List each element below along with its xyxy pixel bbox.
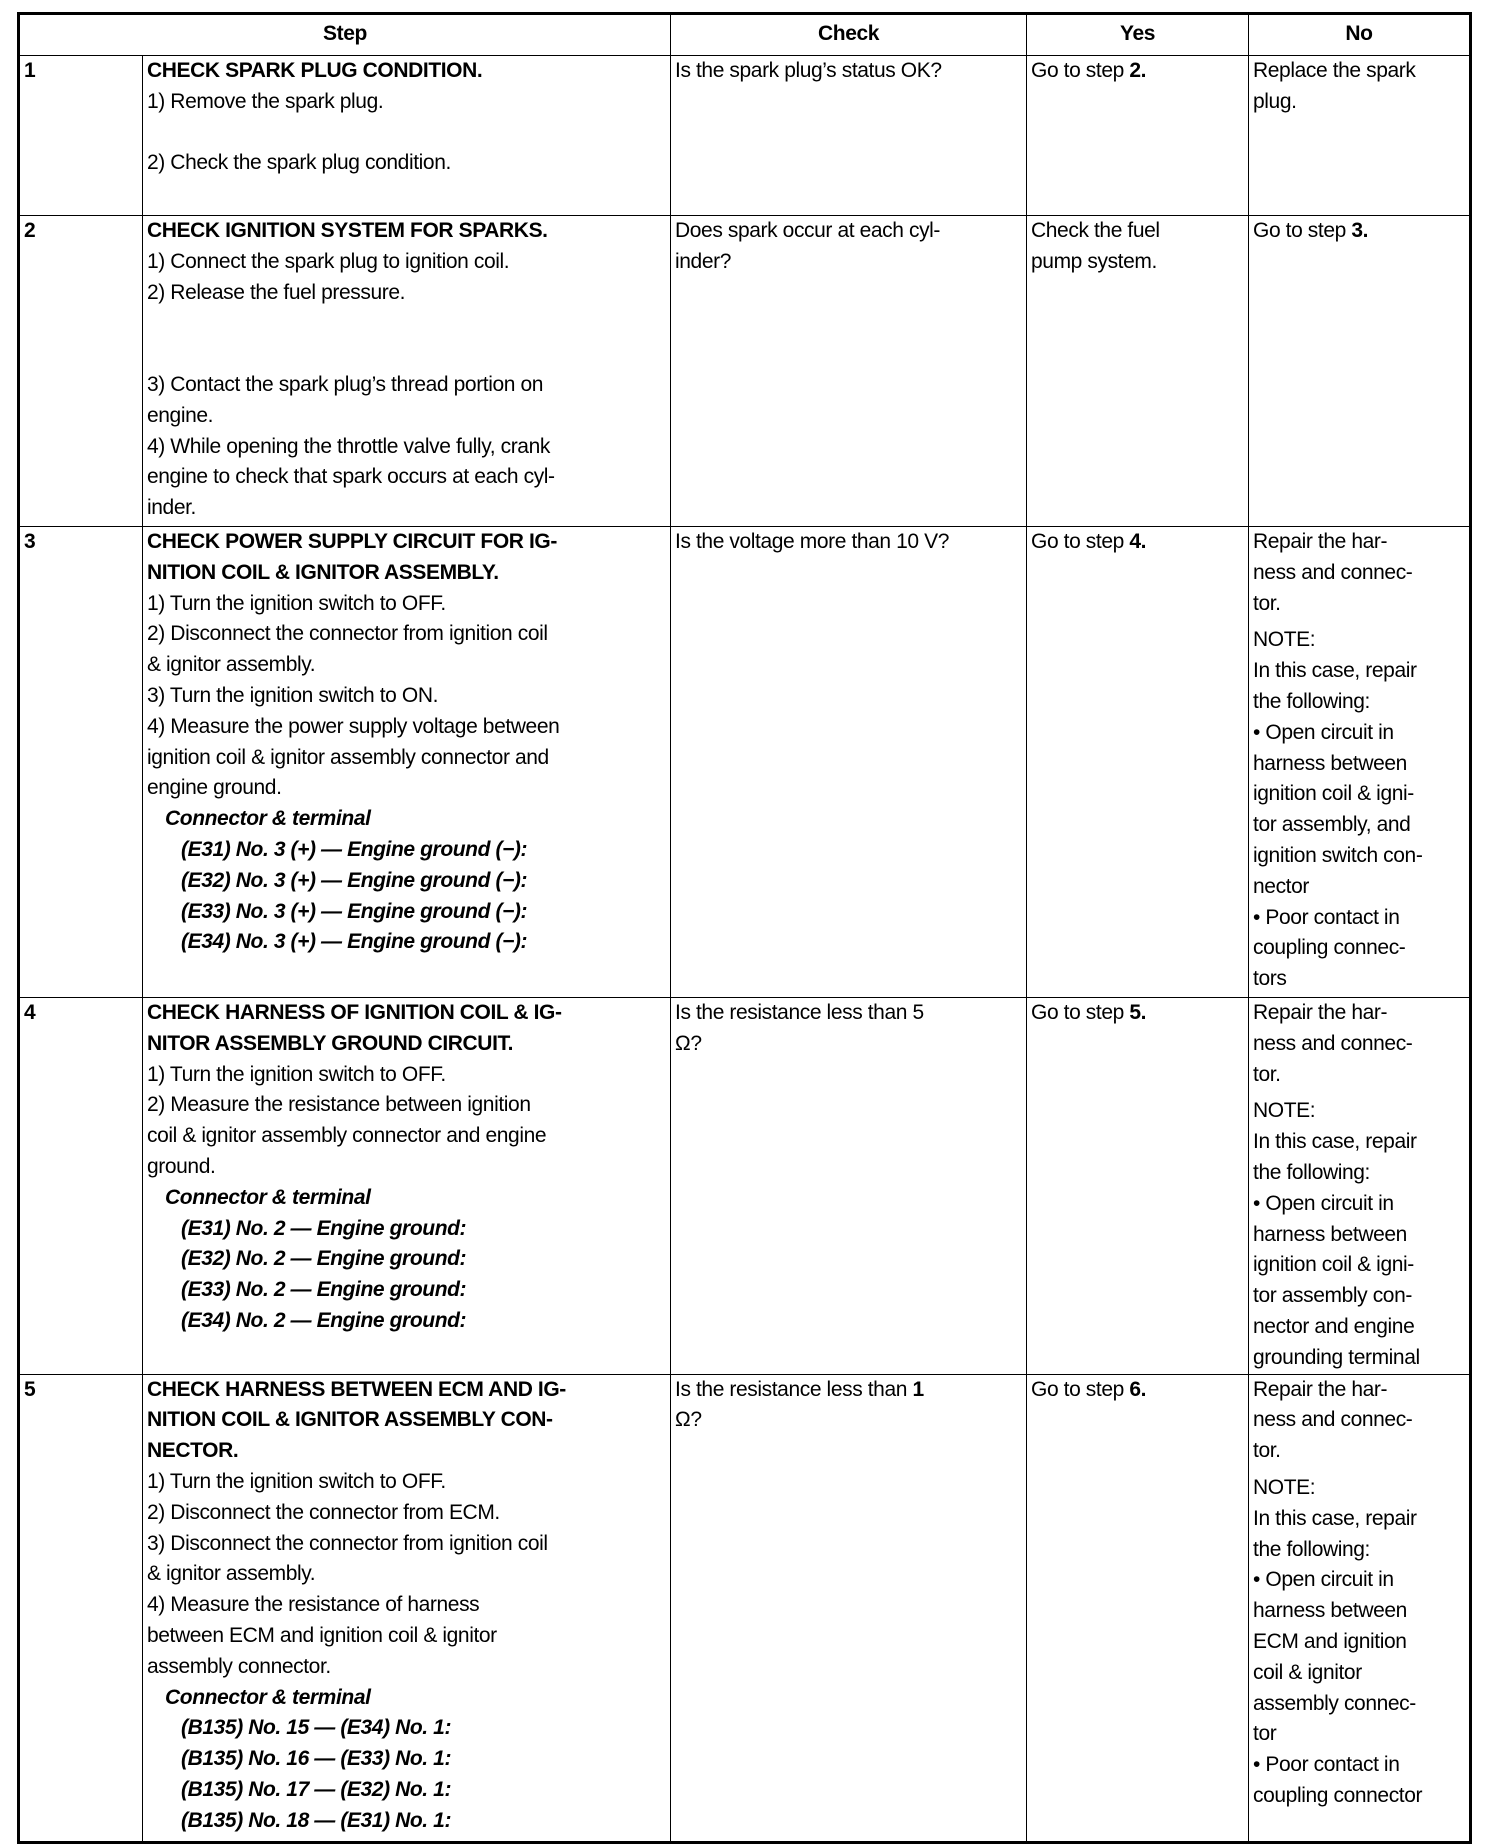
no-line xyxy=(1253,1312,1465,1343)
no-line xyxy=(1253,656,1465,687)
line-text: In this case, repair xyxy=(1253,1130,1417,1154)
line-text: Is the resistance less than xyxy=(675,1377,913,1401)
line-text: ness and connec- xyxy=(1253,1031,1413,1055)
table-row xyxy=(19,527,1471,998)
step-line xyxy=(147,247,666,278)
line-text: (B135) No. 16 — (E33) No. 1: xyxy=(181,1747,452,1771)
step-line xyxy=(147,681,666,712)
no-line xyxy=(1253,1343,1465,1374)
no-line xyxy=(1253,1158,1465,1189)
line-text: CHECK IGNITION SYSTEM FOR SPARKS. xyxy=(147,219,548,242)
line-text: tor assembly con- xyxy=(1253,1284,1412,1308)
line-text: ECM and ignition xyxy=(1253,1629,1407,1653)
yes-line xyxy=(1031,56,1244,87)
line-text: assembly connector. xyxy=(147,1654,331,1678)
step-line xyxy=(147,87,666,118)
no-line xyxy=(1253,216,1465,247)
no-line xyxy=(1253,1781,1465,1812)
step-line xyxy=(147,619,666,650)
step-number: 4 xyxy=(19,998,143,1375)
line-text: coupling connector xyxy=(1253,1783,1423,1807)
line-text: (E33) No. 2 — Engine ground: xyxy=(181,1278,467,1302)
line-text: coil & ignitor xyxy=(1253,1660,1362,1684)
cell-check xyxy=(671,216,1027,527)
line-text: 2) Release the fuel pressure. xyxy=(147,280,406,304)
check-line xyxy=(675,247,1022,278)
line-text: Ω? xyxy=(675,1031,702,1055)
line-text: pump system. xyxy=(1031,249,1157,273)
step-line xyxy=(147,866,666,897)
line-text: Connector & terminal xyxy=(165,1685,371,1709)
cell-yes xyxy=(1027,527,1249,998)
yes-line xyxy=(1031,998,1244,1029)
step-number: 5 xyxy=(19,1374,143,1842)
no-line xyxy=(1253,87,1465,118)
step-line xyxy=(147,148,666,179)
no-line xyxy=(1253,1281,1465,1312)
line-bold-value: 4. xyxy=(1129,530,1147,553)
header-step: Step xyxy=(19,14,671,56)
step-line xyxy=(147,1713,666,1744)
step-line xyxy=(147,650,666,681)
step-line xyxy=(147,1060,666,1091)
table-body xyxy=(19,56,1471,1843)
line-text: inder. xyxy=(147,496,196,520)
step-line xyxy=(147,1498,666,1529)
table-row xyxy=(19,998,1471,1375)
cell-yes xyxy=(1027,1374,1249,1842)
step-line xyxy=(147,1529,666,1560)
line-text: tors xyxy=(1253,967,1287,991)
step-line xyxy=(147,1806,666,1837)
step-number: 2 xyxy=(19,216,143,527)
header-yes: Yes xyxy=(1027,14,1249,56)
step-line xyxy=(147,1621,666,1652)
cell-check xyxy=(671,998,1027,1375)
line-text: • Open circuit in xyxy=(1253,1191,1394,1215)
step-line xyxy=(147,1375,666,1406)
line-text: 4) Measure the resistance of harness xyxy=(147,1593,480,1617)
line-text: engine ground. xyxy=(147,776,282,800)
step-line xyxy=(147,1183,666,1214)
step-line xyxy=(147,1683,666,1714)
cell-no xyxy=(1249,56,1471,216)
no-line xyxy=(1253,718,1465,749)
step-line xyxy=(147,743,666,774)
no-line xyxy=(1253,1719,1465,1750)
line-text: Go to step xyxy=(1031,530,1130,553)
cell-no xyxy=(1249,216,1471,527)
no-line xyxy=(1253,1473,1465,1504)
line-text: • Poor contact in xyxy=(1253,1753,1400,1777)
line-text: Is the spark plug’s status OK? xyxy=(675,59,942,82)
step-line xyxy=(147,370,666,401)
step-line xyxy=(147,527,666,558)
line-text: NOTE: xyxy=(1253,1475,1316,1499)
line-text: (E31) No. 3 (+) — Engine ground (−): xyxy=(181,837,528,861)
yes-line xyxy=(1031,247,1244,278)
no-line xyxy=(1253,1250,1465,1281)
line-text: Go to step xyxy=(1253,219,1352,242)
line-text: ness and connec- xyxy=(1253,1408,1413,1432)
line-text: coil & ignitor assembly connector and engine xyxy=(147,1124,547,1148)
line-text: tor xyxy=(1253,1722,1277,1746)
step-line xyxy=(147,1590,666,1621)
no-line xyxy=(1253,56,1465,87)
line-text: 2) Check the spark plug condition. xyxy=(147,151,451,175)
line-text: harness between xyxy=(1253,1222,1407,1246)
line-text: CHECK HARNESS OF IGNITION COIL & IG- xyxy=(147,1001,562,1024)
step-number: 3 xyxy=(19,527,143,998)
line-text: coupling connec- xyxy=(1253,936,1406,960)
step-line xyxy=(147,1436,666,1467)
line-text: 1) Remove the spark plug. xyxy=(147,89,384,113)
line-text: ground. xyxy=(147,1154,216,1178)
line-text: 1) Connect the spark plug to ignition coil. xyxy=(147,249,510,273)
no-line xyxy=(1253,1596,1465,1627)
line-text: 4) Measure the power supply voltage between xyxy=(147,714,560,738)
line-text: the following: xyxy=(1253,1160,1370,1184)
line-text: CHECK HARNESS BETWEEN ECM AND IG- xyxy=(147,1377,566,1401)
line-text: (E33) No. 3 (+) — Engine ground (−): xyxy=(181,899,528,923)
line-bold-value: 5. xyxy=(1129,1001,1147,1024)
no-line xyxy=(1253,1627,1465,1658)
no-line xyxy=(1253,589,1465,620)
line-text: Ω? xyxy=(675,1408,702,1432)
line-text: Go to step xyxy=(1031,1377,1130,1401)
cell-no xyxy=(1249,1374,1471,1842)
step-line xyxy=(147,998,666,1029)
step-line xyxy=(147,1559,666,1590)
no-line xyxy=(1253,1565,1465,1596)
step-line xyxy=(147,462,666,493)
no-line xyxy=(1253,779,1465,810)
no-line xyxy=(1253,558,1465,589)
line-text: NITOR ASSEMBLY GROUND CIRCUIT. xyxy=(147,1031,514,1055)
no-line xyxy=(1253,1504,1465,1535)
step-line xyxy=(147,1306,666,1337)
step-line xyxy=(147,1090,666,1121)
line-text: Repair the har- xyxy=(1253,1377,1388,1401)
line-bold-value: 2. xyxy=(1129,59,1147,82)
line-text: (E32) No. 3 (+) — Engine ground (−): xyxy=(181,868,528,892)
line-text: Go to step xyxy=(1031,1001,1130,1024)
line-text: ignition coil & ignitor assembly connector and xyxy=(147,745,549,769)
no-line xyxy=(1253,1220,1465,1251)
cell-yes xyxy=(1027,56,1249,216)
step-line xyxy=(147,1744,666,1775)
line-bold-value: 3. xyxy=(1351,219,1369,242)
header-check: Check xyxy=(671,14,1027,56)
no-line xyxy=(1253,527,1465,558)
line-text: In this case, repair xyxy=(1253,659,1417,683)
line-text: plug. xyxy=(1253,89,1297,113)
no-line xyxy=(1253,1127,1465,1158)
line-text: Replace the spark xyxy=(1253,59,1416,82)
step-line xyxy=(147,1775,666,1806)
line-text: the following: xyxy=(1253,689,1370,713)
yes-line xyxy=(1031,216,1244,247)
line-text: tor. xyxy=(1253,591,1281,615)
step-line xyxy=(147,897,666,928)
yes-line xyxy=(1031,1375,1244,1406)
line-text: NITION COIL & IGNITOR ASSEMBLY. xyxy=(147,560,499,584)
line-text: tor. xyxy=(1253,1439,1281,1463)
no-line xyxy=(1253,964,1465,995)
step-line xyxy=(147,1652,666,1683)
cell-step xyxy=(143,527,671,998)
line-text: Repair the har- xyxy=(1253,530,1388,553)
line-text: Does spark occur at each cyl- xyxy=(675,219,941,242)
check-line xyxy=(675,1405,1022,1436)
line-text: NITION COIL & IGNITOR ASSEMBLY CON- xyxy=(147,1408,553,1432)
step-line xyxy=(147,56,666,87)
line-text: Connector & terminal xyxy=(165,807,371,831)
step-line xyxy=(147,804,666,835)
check-line xyxy=(675,216,1022,247)
check-line xyxy=(675,527,1022,558)
step-line xyxy=(147,1029,666,1060)
line-text: 2) Measure the resistance between ignition xyxy=(147,1093,531,1117)
check-line xyxy=(675,1029,1022,1060)
table-row xyxy=(19,216,1471,527)
line-text: NECTOR. xyxy=(147,1439,239,1463)
line-text: (E32) No. 2 — Engine ground: xyxy=(181,1247,467,1271)
no-line xyxy=(1253,810,1465,841)
line-text: ignition switch con- xyxy=(1253,843,1423,867)
line-text: (B135) No. 17 — (E32) No. 1: xyxy=(181,1777,452,1801)
line-text: harness between xyxy=(1253,751,1407,775)
line-text: (E34) No. 3 (+) — Engine ground (−): xyxy=(181,930,528,954)
line-text: ness and connec- xyxy=(1253,560,1413,584)
check-line xyxy=(675,998,1022,1029)
step-line xyxy=(147,278,666,309)
no-line xyxy=(1253,841,1465,872)
yes-line xyxy=(1031,527,1244,558)
line-text: Check the fuel xyxy=(1031,219,1160,242)
line-text: 4) While opening the throttle valve fully, crank xyxy=(147,434,550,458)
step-line xyxy=(147,308,666,339)
troubleshooting-table xyxy=(17,12,1472,1844)
cell-check xyxy=(671,1374,1027,1842)
step-line xyxy=(147,339,666,370)
step-line xyxy=(147,1244,666,1275)
line-text: • Open circuit in xyxy=(1253,720,1394,744)
no-line xyxy=(1253,1535,1465,1566)
no-line xyxy=(1253,1405,1465,1436)
cell-step xyxy=(143,216,671,527)
no-line xyxy=(1253,749,1465,780)
step-line xyxy=(147,1214,666,1245)
cell-no xyxy=(1249,998,1471,1375)
line-text: ignition coil & igni- xyxy=(1253,1253,1414,1277)
no-line xyxy=(1253,1375,1465,1406)
line-text: nector and engine xyxy=(1253,1314,1415,1338)
check-line xyxy=(675,56,1022,87)
no-line xyxy=(1253,625,1465,656)
line-text: • Open circuit in xyxy=(1253,1568,1394,1592)
line-text: CHECK POWER SUPPLY CIRCUIT FOR IG- xyxy=(147,530,557,553)
no-line xyxy=(1253,1750,1465,1781)
line-text: Go to step xyxy=(1031,59,1130,82)
no-line xyxy=(1253,1189,1465,1220)
no-line xyxy=(1253,933,1465,964)
cell-check xyxy=(671,56,1027,216)
cell-step xyxy=(143,56,671,216)
line-text: ignition coil & igni- xyxy=(1253,782,1414,806)
line-text: (E34) No. 2 — Engine ground: xyxy=(181,1308,467,1332)
no-line xyxy=(1253,687,1465,718)
line-text: grounding terminal xyxy=(1253,1345,1420,1369)
step-line xyxy=(147,589,666,620)
line-text: (B135) No. 15 — (E34) No. 1: xyxy=(181,1716,452,1740)
header-row xyxy=(19,14,1471,56)
step-line xyxy=(147,1405,666,1436)
table-row xyxy=(19,1374,1471,1842)
no-line xyxy=(1253,998,1465,1029)
no-line xyxy=(1253,1658,1465,1689)
step-line xyxy=(147,1275,666,1306)
line-text: CHECK SPARK PLUG CONDITION. xyxy=(147,59,483,82)
line-text: assembly connec- xyxy=(1253,1691,1416,1715)
step-line xyxy=(147,493,666,524)
cell-check xyxy=(671,527,1027,998)
header-no: No xyxy=(1249,14,1471,56)
step-line xyxy=(147,1121,666,1152)
cell-step xyxy=(143,998,671,1375)
line-text: 1) Turn the ignition switch to OFF. xyxy=(147,591,446,615)
cell-yes xyxy=(1027,216,1249,527)
step-line xyxy=(147,712,666,743)
step-line xyxy=(147,835,666,866)
line-text: engine to check that spark occurs at each cyl- xyxy=(147,465,555,489)
step-line xyxy=(147,1152,666,1183)
line-text: Is the voltage more than 10 V? xyxy=(675,530,950,553)
line-text: Connector & terminal xyxy=(165,1185,371,1209)
check-line xyxy=(675,1375,1022,1406)
line-text: Repair the har- xyxy=(1253,1001,1388,1024)
no-line xyxy=(1253,1436,1465,1467)
cell-no xyxy=(1249,527,1471,998)
no-line xyxy=(1253,1689,1465,1720)
line-text: (B135) No. 18 — (E31) No. 1: xyxy=(181,1808,452,1832)
step-line xyxy=(147,773,666,804)
line-text: inder? xyxy=(675,249,731,273)
step-line xyxy=(147,432,666,463)
line-text: 2) Disconnect the connector from ignition coil xyxy=(147,622,548,646)
line-text: Is the resistance less than 5 xyxy=(675,1001,924,1024)
line-text: tor. xyxy=(1253,1062,1281,1086)
line-text: 3) Contact the spark plug’s thread portion on xyxy=(147,372,544,396)
step-line xyxy=(147,401,666,432)
line-text: NOTE: xyxy=(1253,628,1316,652)
step-line xyxy=(147,558,666,589)
step-line xyxy=(147,927,666,958)
line-text: harness between xyxy=(1253,1599,1407,1623)
step-line xyxy=(147,216,666,247)
no-line xyxy=(1253,1060,1465,1091)
line-bold-value: 1 xyxy=(912,1377,924,1401)
line-text: 3) Turn the ignition switch to ON. xyxy=(147,683,439,707)
line-text: NOTE: xyxy=(1253,1099,1316,1123)
line-text: engine. xyxy=(147,403,214,427)
line-bold-value: 6. xyxy=(1129,1377,1147,1401)
line-text: • Poor contact in xyxy=(1253,905,1400,929)
no-line xyxy=(1253,1096,1465,1127)
line-text: the following: xyxy=(1253,1537,1370,1561)
line-text: tor assembly, and xyxy=(1253,813,1411,837)
no-line xyxy=(1253,903,1465,934)
line-text: 2) Disconnect the connector from ECM. xyxy=(147,1500,500,1524)
step-number: 1 xyxy=(19,56,143,216)
no-line xyxy=(1253,872,1465,903)
no-line xyxy=(1253,1029,1465,1060)
cell-step xyxy=(143,1374,671,1842)
line-text: 3) Disconnect the connector from ignition coil xyxy=(147,1531,548,1555)
line-text: between ECM and ignition coil & ignitor xyxy=(147,1623,497,1647)
table-row xyxy=(19,56,1471,216)
step-line xyxy=(147,1467,666,1498)
line-text: 1) Turn the ignition switch to OFF. xyxy=(147,1469,446,1493)
line-text: & ignitor assembly. xyxy=(147,1562,316,1586)
line-text: In this case, repair xyxy=(1253,1506,1417,1530)
step-line xyxy=(147,118,666,149)
line-text: & ignitor assembly. xyxy=(147,653,316,677)
line-text: (E31) No. 2 — Engine ground: xyxy=(181,1216,467,1240)
line-text: 1) Turn the ignition switch to OFF. xyxy=(147,1062,446,1086)
line-text: nector xyxy=(1253,874,1309,898)
cell-yes xyxy=(1027,998,1249,1375)
